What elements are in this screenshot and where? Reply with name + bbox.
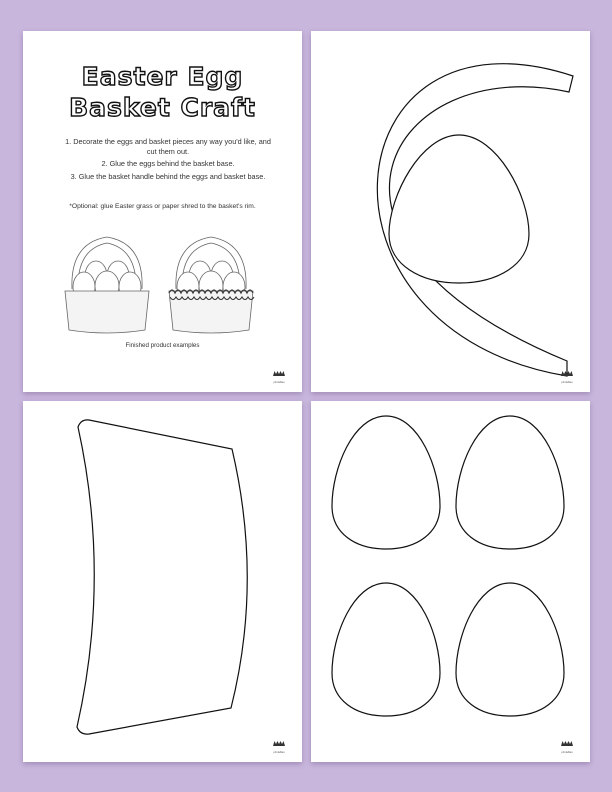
logo-text: printables <box>273 751 285 754</box>
title-line-2: Basket Craft <box>69 93 256 122</box>
egg-outline <box>456 416 564 549</box>
eggs-template <box>311 401 590 762</box>
basket-base-outline <box>77 420 247 734</box>
basket-base-template <box>23 401 302 762</box>
logo-icon <box>561 741 573 746</box>
printables-logo <box>557 363 577 384</box>
printables-logo <box>269 363 289 384</box>
title-line-1: Easter Egg <box>81 62 244 91</box>
eggs-template-page <box>311 401 590 762</box>
optional-note: *Optional: glue Easter grass or paper shred to the basket's rim. <box>69 203 256 210</box>
egg-outline <box>456 583 564 716</box>
example-basket-plain <box>65 237 149 333</box>
handle-template-page <box>311 31 590 392</box>
logo-text: printables <box>561 381 573 384</box>
logo-icon <box>273 371 285 376</box>
logo-icon <box>273 741 285 746</box>
handle-template <box>311 31 590 392</box>
step-2: 2. Glue the eggs behind the basket base. <box>101 159 235 169</box>
printables-logo <box>557 733 577 754</box>
printables-logo <box>269 733 289 754</box>
step-1: 1. Decorate the eggs and basket pieces any way you'd like, and cut them out. <box>65 137 271 156</box>
instructions-page <box>23 31 302 392</box>
egg-outline <box>332 583 440 716</box>
logo-text: printables <box>273 381 285 384</box>
egg-outline <box>389 135 529 283</box>
egg-outline <box>332 416 440 549</box>
logo-text: printables <box>561 751 573 754</box>
examples-caption: Finished product examples <box>125 342 200 349</box>
step-3: 3. Glue the basket handle behind the eggs and basket base. <box>70 172 266 182</box>
finished-examples-illustration <box>23 31 302 392</box>
example-basket-shred <box>169 237 254 333</box>
basket-base-page <box>23 401 302 762</box>
logo-icon <box>561 371 573 376</box>
